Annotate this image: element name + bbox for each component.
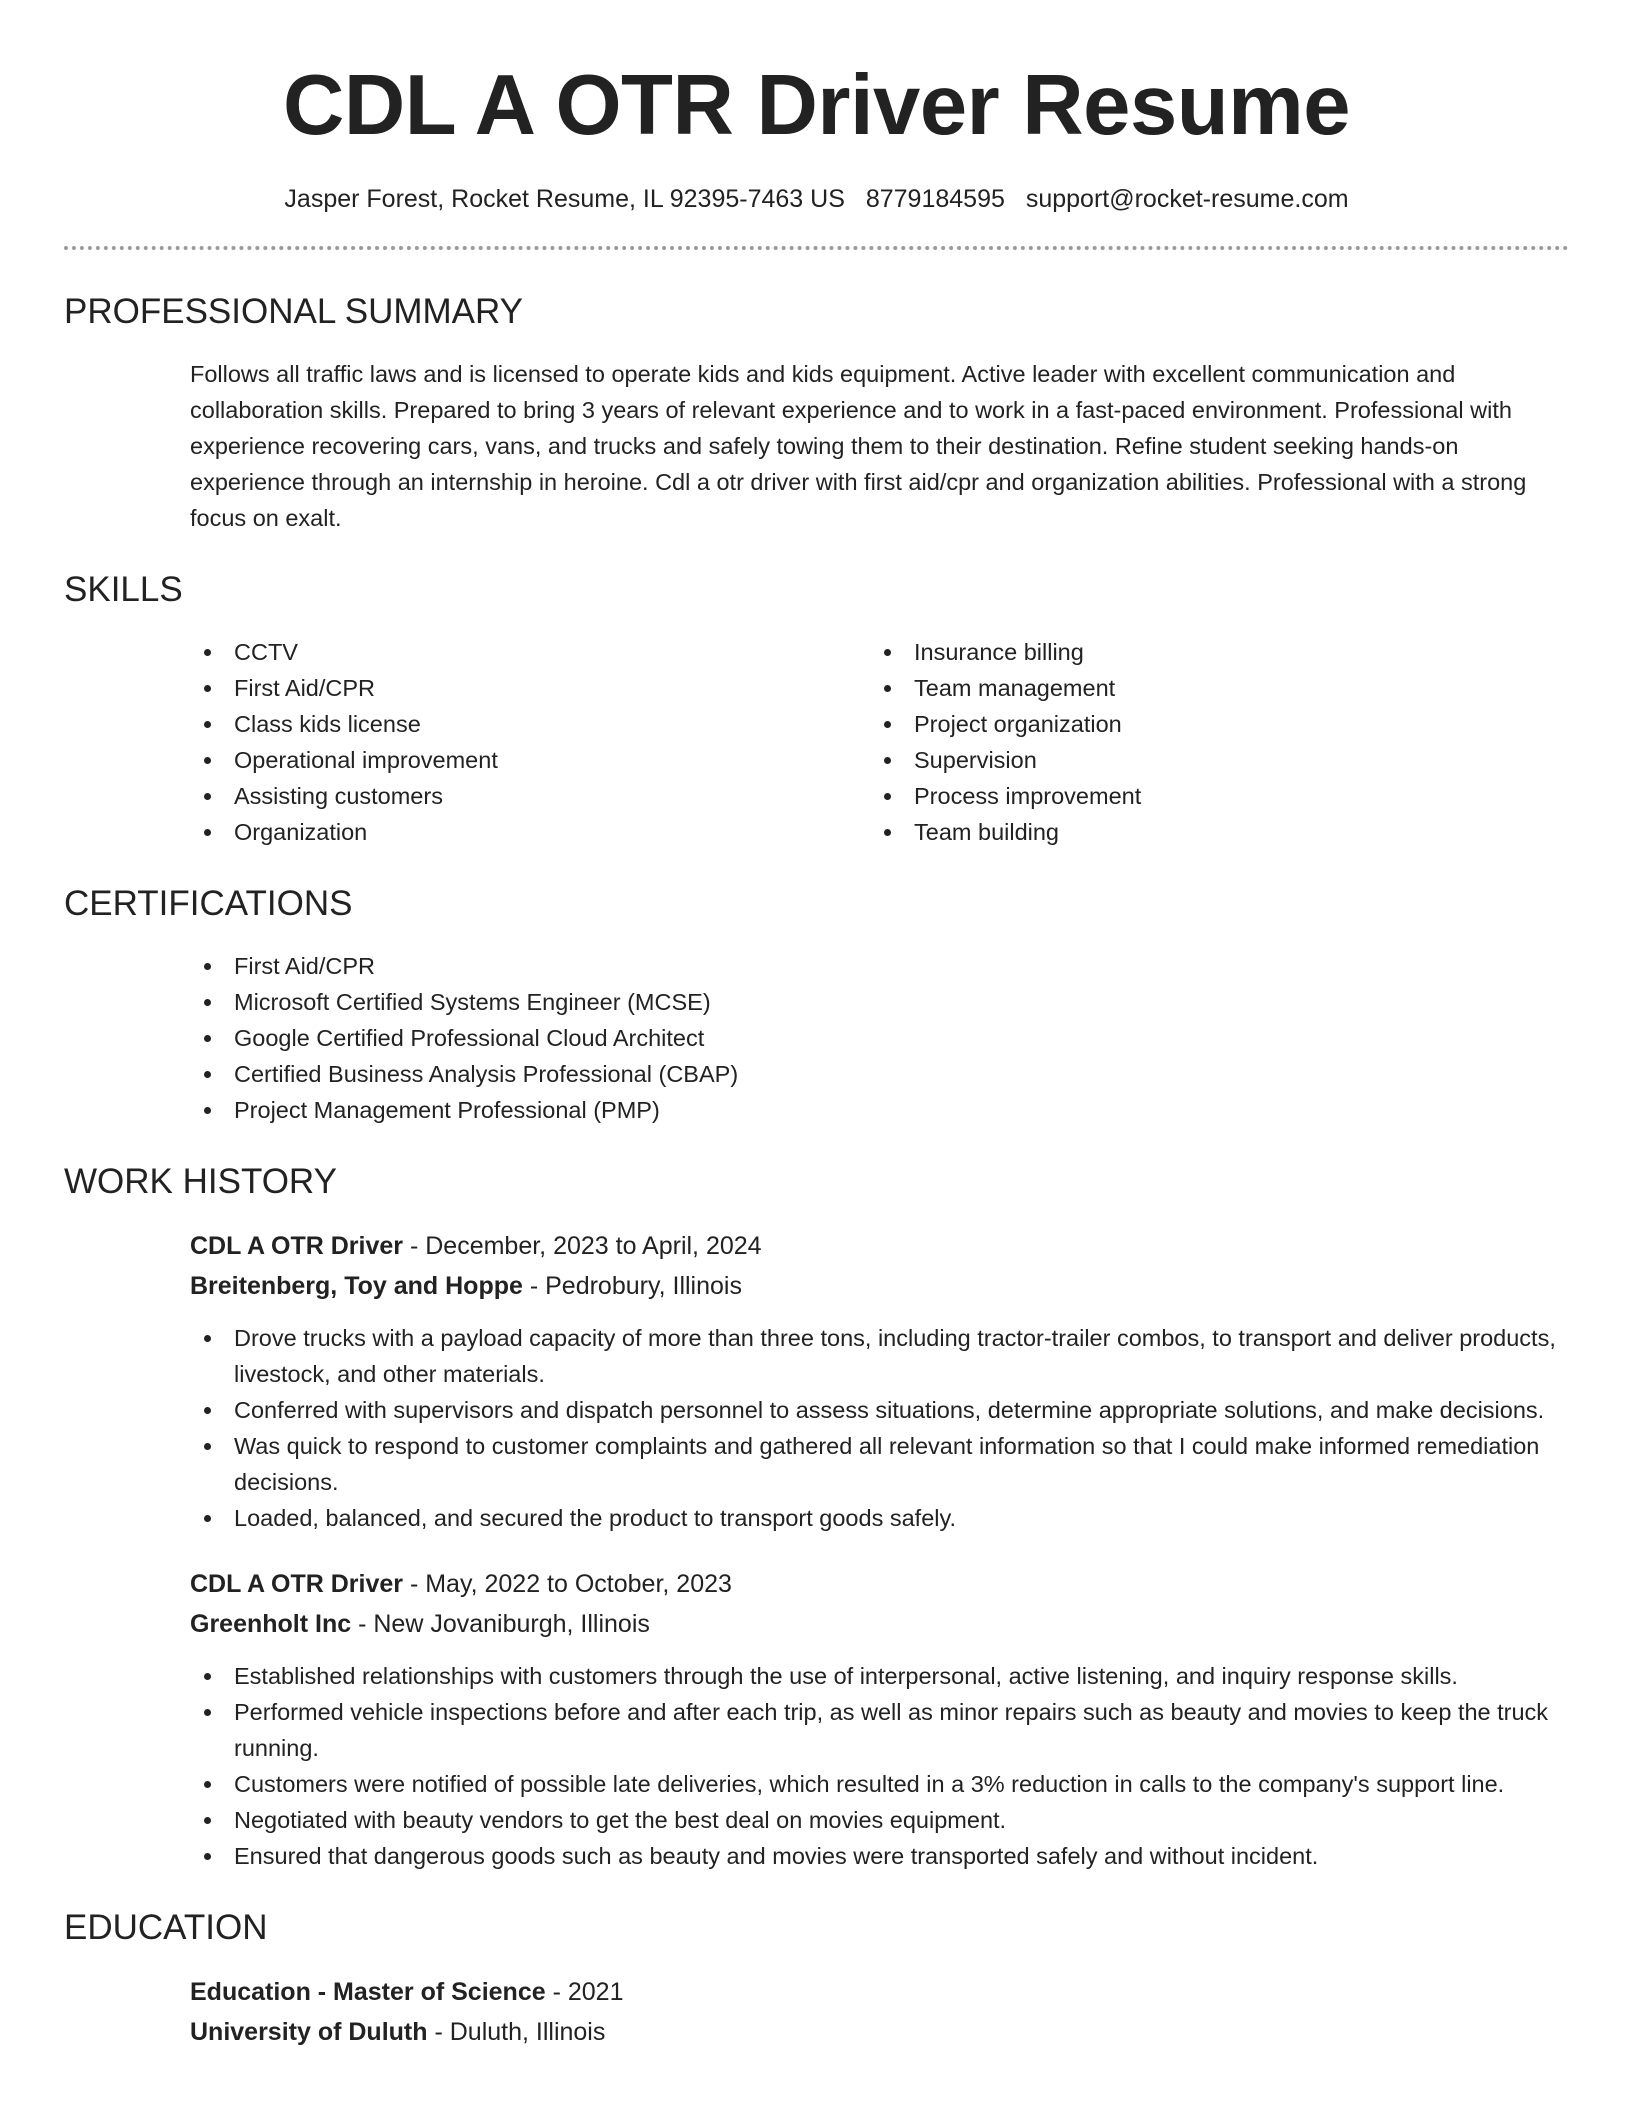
job-duty-item: Performed vehicle inspections before and after each trip, as well as minor repairs such as beauty and movies to keep the truck running.	[190, 1694, 1569, 1766]
job-duty-item: Drove trucks with a payload capacity of more than three tons, including tractor-trailer combos, to transport and deliver products, livestock, and other materials.	[190, 1320, 1569, 1392]
skill-item: Organization	[190, 814, 870, 850]
job-dates: - December, 2023 to April, 2024	[403, 1232, 762, 1260]
certification-item: First Aid/CPR	[190, 948, 1569, 984]
job-duty-item: Negotiated with beauty vendors to get the best deal on movies equipment.	[190, 1802, 1569, 1838]
education-location: - Duluth, Illinois	[427, 2018, 606, 2046]
summary-text: Follows all traffic laws and is licensed to operate kids and kids equipment. Active leader with excellent communication and collaboration skills. Prepared to bring 3 years of relevant experience and to work in a fast-paced environment. Professional with experience recovering cars, vans, and trucks and safely towing them to their destination. Refine student seeking hands-on experience through an internship in heroine. Cdl a otr driver with first aid/cpr and organization abilities. Professional with a strong focus on exalt.	[190, 361, 1527, 531]
job-company: Breitenberg, Toy and Hoppe	[190, 1272, 523, 1300]
contact-email: support@rocket-resume.com	[1025, 185, 1349, 213]
job-dates: - May, 2022 to October, 2023	[403, 1570, 732, 1598]
job-duty-item: Established relationships with customers through the use of interpersonal, active listening, and inquiry response skills.	[190, 1658, 1569, 1694]
job-duty-item: Was quick to respond to customer complaints and gathered all relevant information so that I could make informed remediation decisions.	[190, 1428, 1569, 1500]
job-duties-list	[190, 1320, 1569, 1536]
skill-item: Process improvement	[870, 778, 1570, 814]
certification-item: Project Management Professional (PMP)	[190, 1092, 1569, 1128]
section-heading-certifications: CERTIFICATIONS	[64, 884, 353, 923]
certification-item: Google Certified Professional Cloud Architect	[190, 1020, 1569, 1056]
skill-item: Team building	[870, 814, 1570, 850]
education-school: University of Duluth	[190, 2018, 428, 2046]
job-entry	[190, 1226, 1569, 1536]
job-title-line	[190, 1226, 1569, 1266]
job-location: - New Jovaniburgh, Illinois	[351, 1610, 650, 1638]
skill-item: Operational improvement	[190, 742, 870, 778]
skills-list	[190, 634, 1569, 850]
skill-item: Class kids license	[190, 706, 870, 742]
section-heading-education: EDUCATION	[64, 1908, 268, 1947]
contact-address: Jasper Forest, Rocket Resume, IL 92395-7463 US	[284, 185, 845, 213]
contact-phone: 8779184595	[865, 185, 1005, 213]
job-title: CDL A OTR Driver	[190, 1570, 404, 1598]
skill-item: First Aid/CPR	[190, 670, 870, 706]
job-location: - Pedrobury, Illinois	[522, 1272, 742, 1300]
skill-item: CCTV	[190, 634, 870, 670]
job-duty-item: Conferred with supervisors and dispatch personnel to assess situations, determine appropriate solutions, and make decisions.	[190, 1392, 1569, 1428]
education-degree-line	[190, 1972, 1569, 2012]
education-entry	[190, 1972, 1569, 2052]
skill-item: Assisting customers	[190, 778, 870, 814]
job-entry	[190, 1564, 1569, 1874]
job-duties-list	[190, 1658, 1569, 1874]
skill-item: Project organization	[870, 706, 1570, 742]
job-company-line	[190, 1604, 1569, 1644]
job-company: Greenholt Inc	[190, 1610, 352, 1638]
job-title: CDL A OTR Driver	[190, 1232, 404, 1260]
contact-line	[64, 182, 1569, 216]
job-duty-item: Customers were notified of possible late deliveries, which resulted in a 3% reduction in calls to the company's support line.	[190, 1766, 1569, 1802]
resume-page	[64, 0, 1569, 2052]
section-heading-skills: SKILLS	[64, 570, 183, 609]
job-duty-item: Loaded, balanced, and secured the product to transport goods safely.	[190, 1500, 1569, 1536]
section-heading-work-history: WORK HISTORY	[64, 1162, 337, 1201]
certifications-list	[190, 948, 1569, 1128]
education-school-line	[190, 2012, 1569, 2052]
skill-item: Insurance billing	[870, 634, 1570, 670]
education-degree: Education - Master of Science	[190, 1978, 546, 2006]
header-divider	[64, 246, 1569, 250]
skill-item: Team management	[870, 670, 1570, 706]
certification-item: Certified Business Analysis Professional (CBAP)	[190, 1056, 1569, 1092]
certification-item: Microsoft Certified Systems Engineer (MCSE)	[190, 984, 1569, 1020]
resume-title: CDL A OTR Driver Resume	[282, 58, 1351, 153]
job-title-line	[190, 1564, 1569, 1604]
job-duty-item: Ensured that dangerous goods such as beauty and movies were transported safely and without incident.	[190, 1838, 1569, 1874]
skill-item: Supervision	[870, 742, 1570, 778]
education-year: - 2021	[545, 1978, 624, 2006]
job-company-line	[190, 1266, 1569, 1306]
section-heading-summary: PROFESSIONAL SUMMARY	[64, 292, 523, 331]
